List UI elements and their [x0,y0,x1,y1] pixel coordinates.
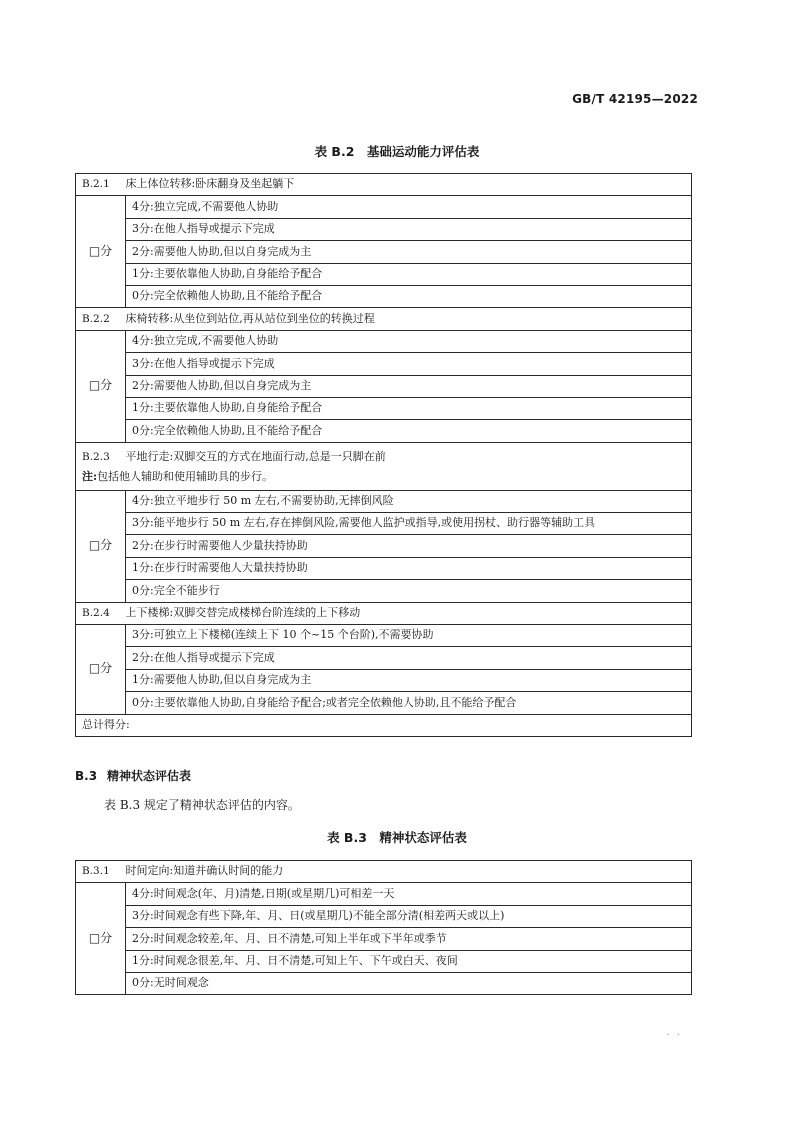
section-heading [75,767,191,784]
table-row [76,714,692,736]
score-option: 3分:能平地步行 50 m 左右,存在摔倒风险,需要他人监护或指导,或使用拐杖、助行器等辅助工具 [126,513,692,535]
table-row [76,692,692,714]
item-code: B.2.2 [82,312,110,325]
score-option: 1分:时间观念很差,年、月、日不清楚,可知上午、下午或白天、夜间 [126,950,692,972]
table-b3 [75,860,692,995]
score-option: 1分:在步行时需要他人大量扶持协助 [126,557,692,579]
table-row [76,420,692,442]
table-row [76,490,692,512]
table-row [76,174,692,196]
standard-code: GB/T 42195—2022 [572,92,698,106]
item-description: 床椅转移:从坐位到站位,再从站位到坐位的转换过程 [125,311,375,325]
item-description: 时间定向:知道并确认时间的能力 [125,864,284,878]
score-option: 2分:需要他人协助,但以自身完成为主 [126,241,692,263]
table-row [76,241,692,263]
score-option: 3分:时间观念有些下降,年、月、日(或星期几)不能全部分清(相差两天或以上) [126,905,692,927]
table-b3-title: 表 B.3 精神状态评估表 [327,830,467,845]
section-paragraph: 表 B.3 规定了精神状态评估的内容。 [104,798,300,812]
score-box[interactable]: □分 [76,490,126,602]
item-header [76,174,692,196]
score-option: 0分:无时间观念 [126,972,692,994]
score-option: 4分:独立完成,不需要他人协助 [126,330,692,352]
item-header [76,308,692,330]
score-box[interactable]: □分 [76,883,126,995]
score-option: 2分:在他人指导或提示下完成 [126,647,692,669]
score-option: 1分:需要他人协助,但以自身完成为主 [126,669,692,691]
item-header [76,602,692,624]
item-code: B.2.1 [82,178,110,191]
score-option: 1分:主要依靠他人协助,自身能给予配合 [126,263,692,285]
section-title: 精神状态评估表 [107,769,192,783]
table-row [76,308,692,330]
table-row [76,647,692,669]
score-option: 3分:在他人指导或提示下完成 [126,353,692,375]
score-box[interactable]: □分 [76,196,126,308]
table-row [76,353,692,375]
table-row [76,625,692,647]
table-row [76,330,692,352]
table-row [76,861,692,883]
score-option: 2分:在步行时需要他人少量扶持协助 [126,535,692,557]
table-row [76,602,692,624]
table-row [76,285,692,307]
scan-marks: · · [666,1030,682,1041]
table-row [76,442,692,490]
item-description: 床上体位转移:卧床翻身及坐起躺下 [125,177,295,191]
table-row [76,950,692,972]
score-option: 0分:完全依赖他人协助,且不能给予配合 [126,420,692,442]
item-code: B.2.4 [82,607,110,620]
table-row [76,218,692,240]
note-label: 注: [82,469,98,483]
table-row [76,883,692,905]
table-row [76,196,692,218]
score-option: 3分:在他人指导或提示下完成 [126,218,692,240]
score-option: 2分:时间观念较差,年、月、日不清楚,可知上半年或下半年或季节 [126,928,692,950]
score-option: 4分:时间观念(年、月)清楚,日期(或星期几)可相差一天 [126,883,692,905]
score-option: 4分:独立平地步行 50 m 左右,不需要协助,无摔倒风险 [126,490,692,512]
score-option: 1分:主要依靠他人协助,自身能给予配合 [126,397,692,419]
item-code: B.3.1 [82,865,110,878]
note-text: 包括他人辅助和使用辅助具的步行。 [97,469,274,483]
table-b2-title: 表 B.2 基础运动能力评估表 [314,144,480,159]
score-option: 4分:独立完成,不需要他人协助 [126,196,692,218]
table-row [76,375,692,397]
item-description: 平地行走:双脚交互的方式在地面行动,总是一只脚在前 [125,449,386,463]
score-box[interactable]: □分 [76,330,126,442]
item-code: B.2.3 [82,450,110,463]
score-option: 2分:需要他人协助,但以自身完成为主 [126,375,692,397]
item-header [76,442,692,490]
table-row [76,535,692,557]
table-row [76,669,692,691]
table-row [76,928,692,950]
score-option: 0分:主要依靠他人协助,自身能给予配合;或者完全依赖他人协助,且不能给予配合 [126,692,692,714]
table-row [76,905,692,927]
score-option: 3分:可独立上下楼梯(连续上下 10 个~15 个台阶),不需要协助 [126,625,692,647]
table-row [76,557,692,579]
score-option: 0分:完全不能步行 [126,580,692,602]
table-b2 [75,173,692,737]
table-row [76,513,692,535]
item-header [76,861,692,883]
table-row [76,580,692,602]
table-row [76,972,692,994]
score-option: 0分:完全依赖他人协助,且不能给予配合 [126,285,692,307]
table-row [76,263,692,285]
total-score[interactable]: 总计得分: [76,714,692,736]
item-description: 上下楼梯:双脚交替完成楼梯台阶连续的上下移动 [125,606,361,620]
section-number: B.3 [75,769,98,783]
score-box[interactable]: □分 [76,625,126,715]
table-row [76,397,692,419]
